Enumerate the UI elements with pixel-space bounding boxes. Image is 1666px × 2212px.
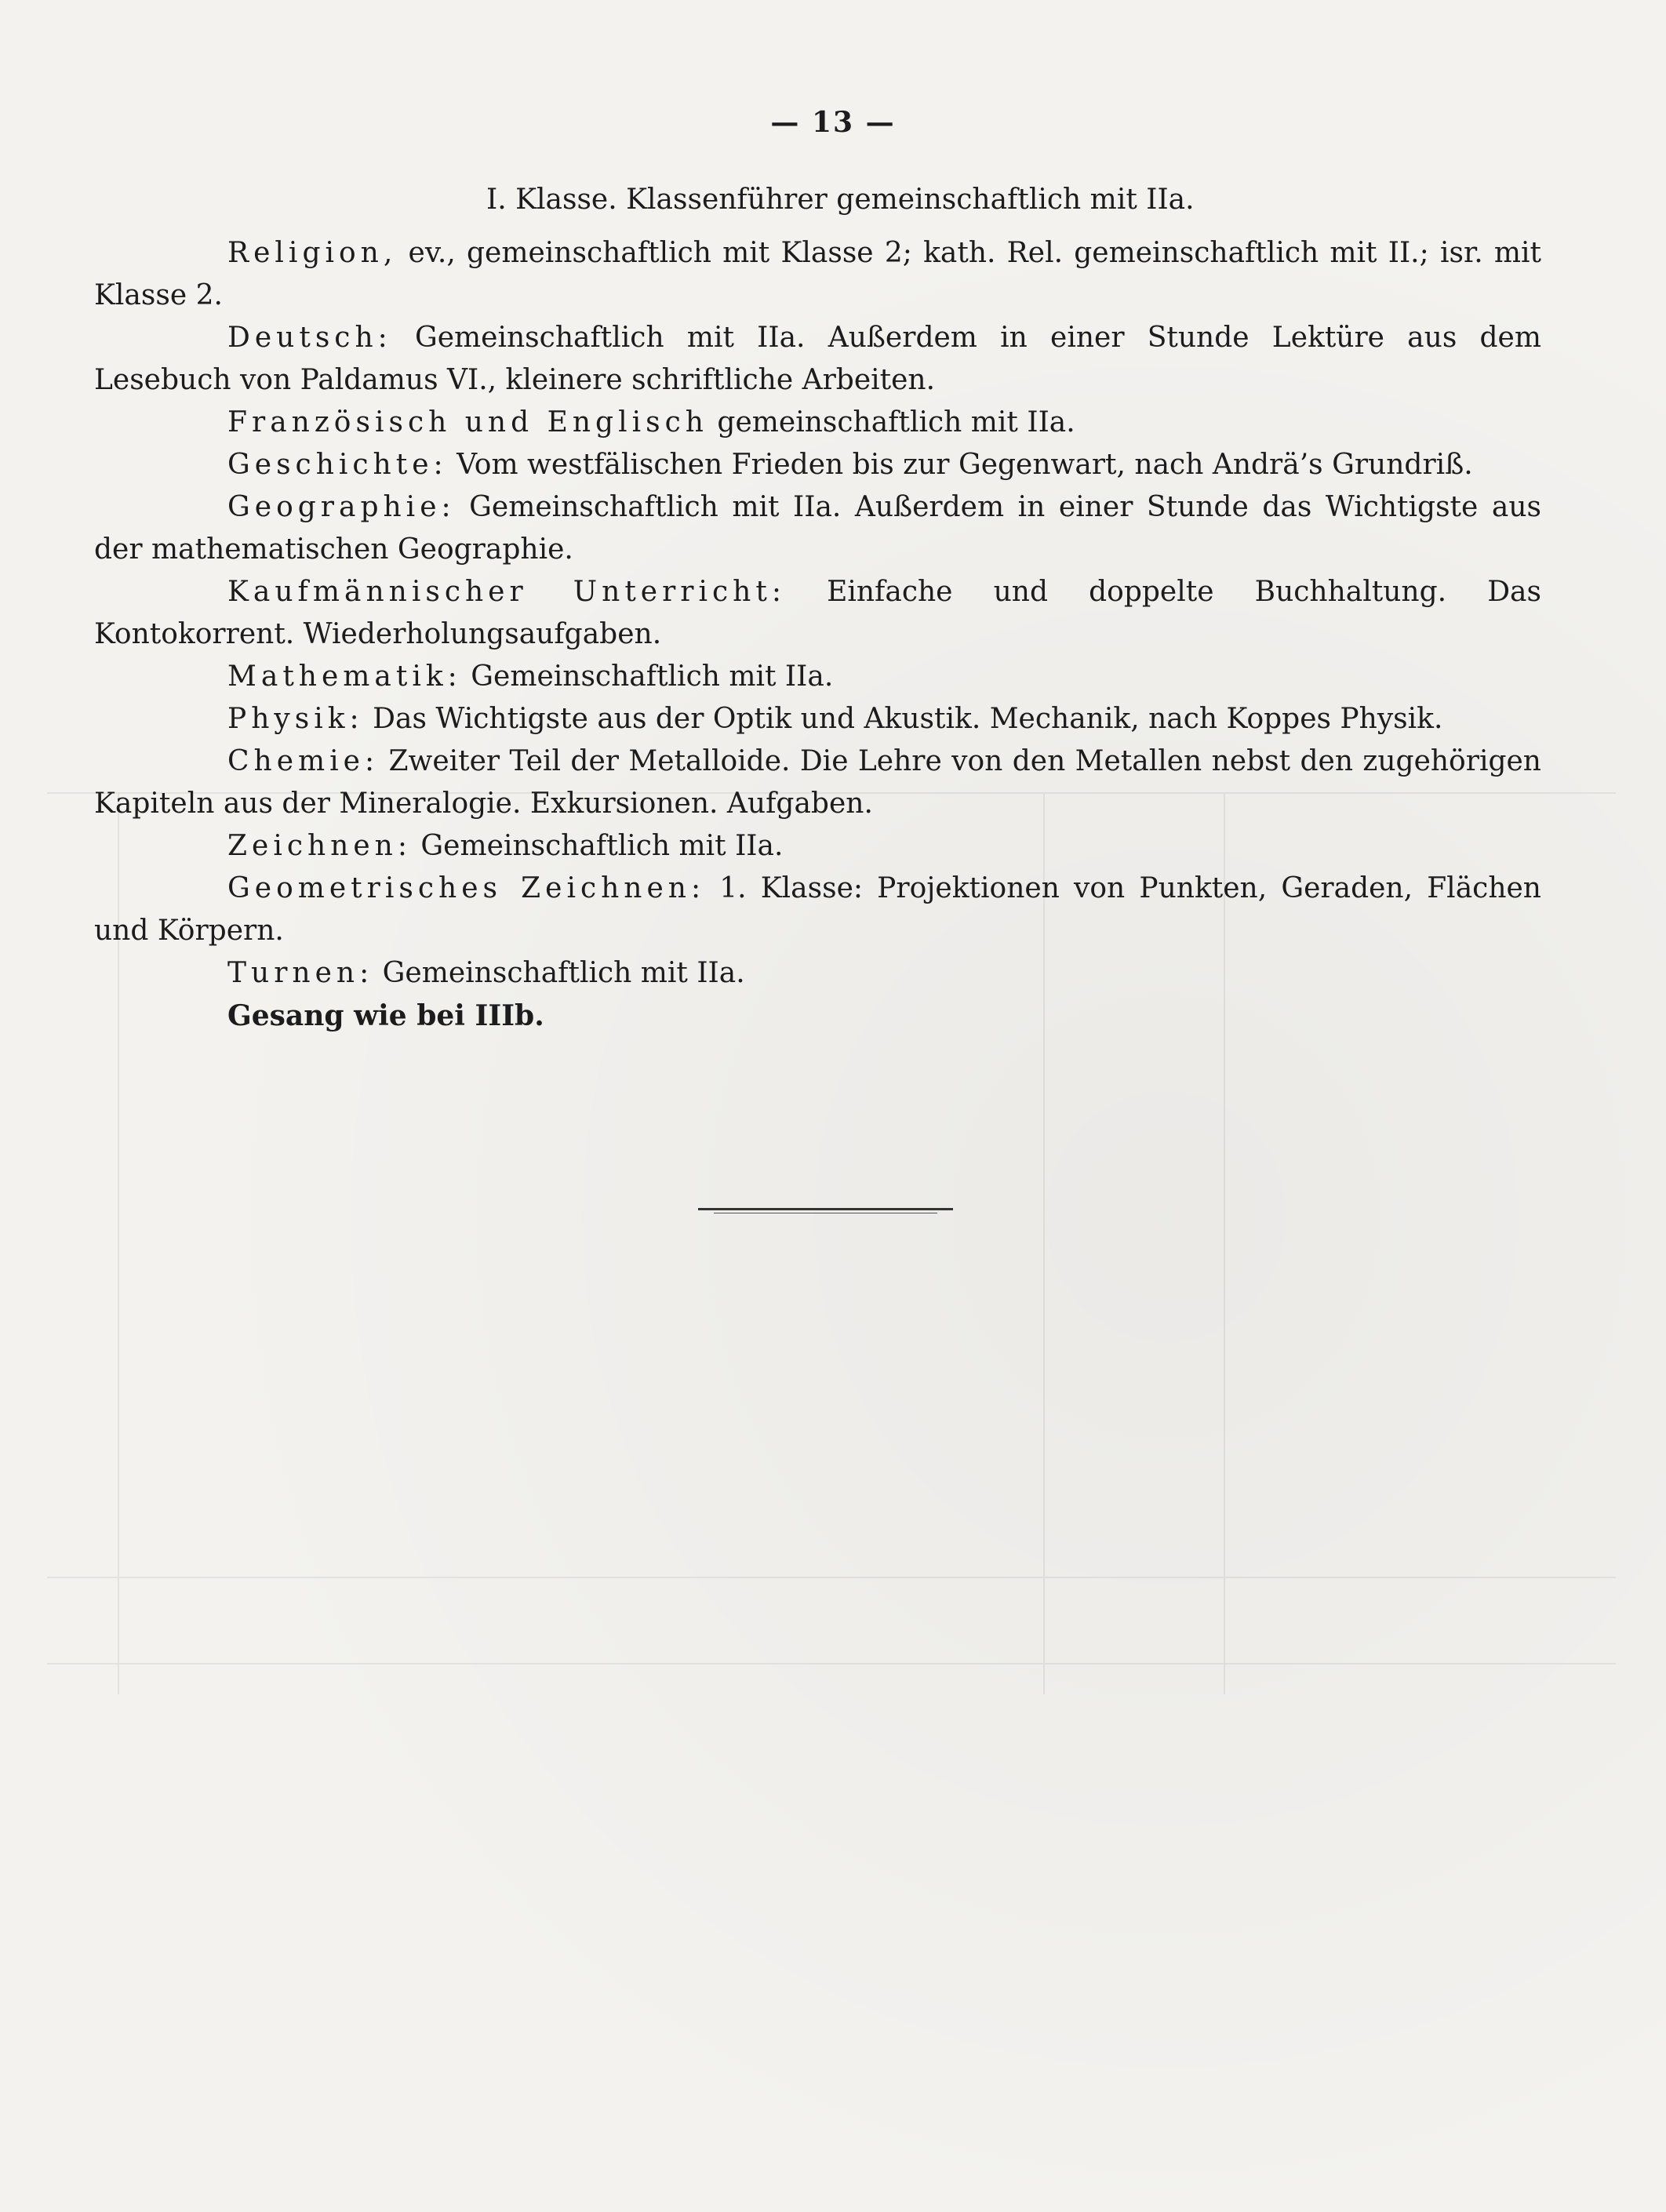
subject-term: Physik: <box>227 703 364 735</box>
subject-term: Zeichnen: <box>227 830 412 862</box>
paragraph-physik <box>94 698 1541 740</box>
subject-text: Vom westfälischen Frieden bis zur Gegenwart, nach Andrä’s Grundriß. <box>447 449 1473 481</box>
subject-term: Religion, <box>227 237 398 269</box>
subject-text: ev., gemeinschaftlich mit Klasse 2; kath. Rel. gemeinschaftlich mit II.; isr. mit Klasse 2. <box>94 237 1541 311</box>
section-divider <box>698 1208 953 1216</box>
paragraph-zeichnen <box>94 825 1541 868</box>
class-heading: I. Klasse. Klassenführer gemeinschaftlich mit IIa. <box>486 184 1195 216</box>
paragraph-geschichte <box>94 444 1541 486</box>
document-body <box>94 179 1541 1037</box>
subject-text: Gemeinschaftlich mit IIa. Außerdem in einer Stunde Lektüre aus dem Lesebuch von Paldamus VI., kleinere schriftliche Arbeiten. <box>94 322 1541 396</box>
subject-term: Französisch und Englisch <box>227 406 708 438</box>
subject-term: Chemie: <box>227 745 380 777</box>
subject-text: Zweiter Teil der Metalloide. Die Lehre von den Metallen nebst den zugehörigen Kapiteln aus der Mineralogie. Exkursionen. Aufgaben. <box>94 745 1541 820</box>
subject-term: Turnen: <box>227 957 374 989</box>
subject-text: 1. Klasse: Projektionen von Punkten, Geraden, Flächen und Körpern. <box>94 872 1541 947</box>
paragraph-turnen <box>94 952 1541 995</box>
page-number: — 13 — <box>770 106 896 139</box>
divider-thick-line <box>698 1208 953 1210</box>
subject-term: Geographie: <box>227 491 456 523</box>
paragraph-religion <box>94 232 1541 317</box>
paragraph-geographie <box>94 486 1541 571</box>
paragraph-gesang: Gesang wie bei IIIb. <box>227 999 544 1032</box>
subject-term: Kaufmännischer Unterricht: <box>227 576 786 608</box>
subject-term: Mathematik: <box>227 660 462 693</box>
subject-text: gemeinschaftlich mit IIa. <box>708 406 1075 438</box>
paragraph-franzoesisch-englisch <box>94 402 1541 444</box>
paragraph-deutsch <box>94 317 1541 402</box>
subject-text: Gemeinschaftlich mit IIa. Außerdem in einer Stunde das Wichtigste aus der mathematischen Geographie. <box>94 491 1541 566</box>
subject-text: Gemeinschaftlich mit IIa. <box>461 660 834 693</box>
paragraph-mathematik <box>94 656 1541 698</box>
paragraph-kaufmaennischer-unterricht <box>94 571 1541 656</box>
subject-term: Deutsch: <box>227 322 392 354</box>
subject-text: Gemeinschaftlich mit IIa. <box>411 830 784 862</box>
subject-term: Geometrisches Zeichnen: <box>227 872 706 904</box>
paragraph-geometrisches-zeichnen <box>94 868 1541 952</box>
subject-text: Einfache und doppelte Buchhaltung. Das Kontokorrent. Wiederholungsaufgaben. <box>94 576 1541 650</box>
subject-text: Gemeinschaftlich mit IIa. <box>373 957 745 989</box>
subject-text: Das Wichtigste aus der Optik und Akustik. Mechanik, nach Koppes Physik. <box>363 703 1443 735</box>
subject-term: Geschichte: <box>227 449 448 481</box>
paragraph-chemie <box>94 740 1541 825</box>
